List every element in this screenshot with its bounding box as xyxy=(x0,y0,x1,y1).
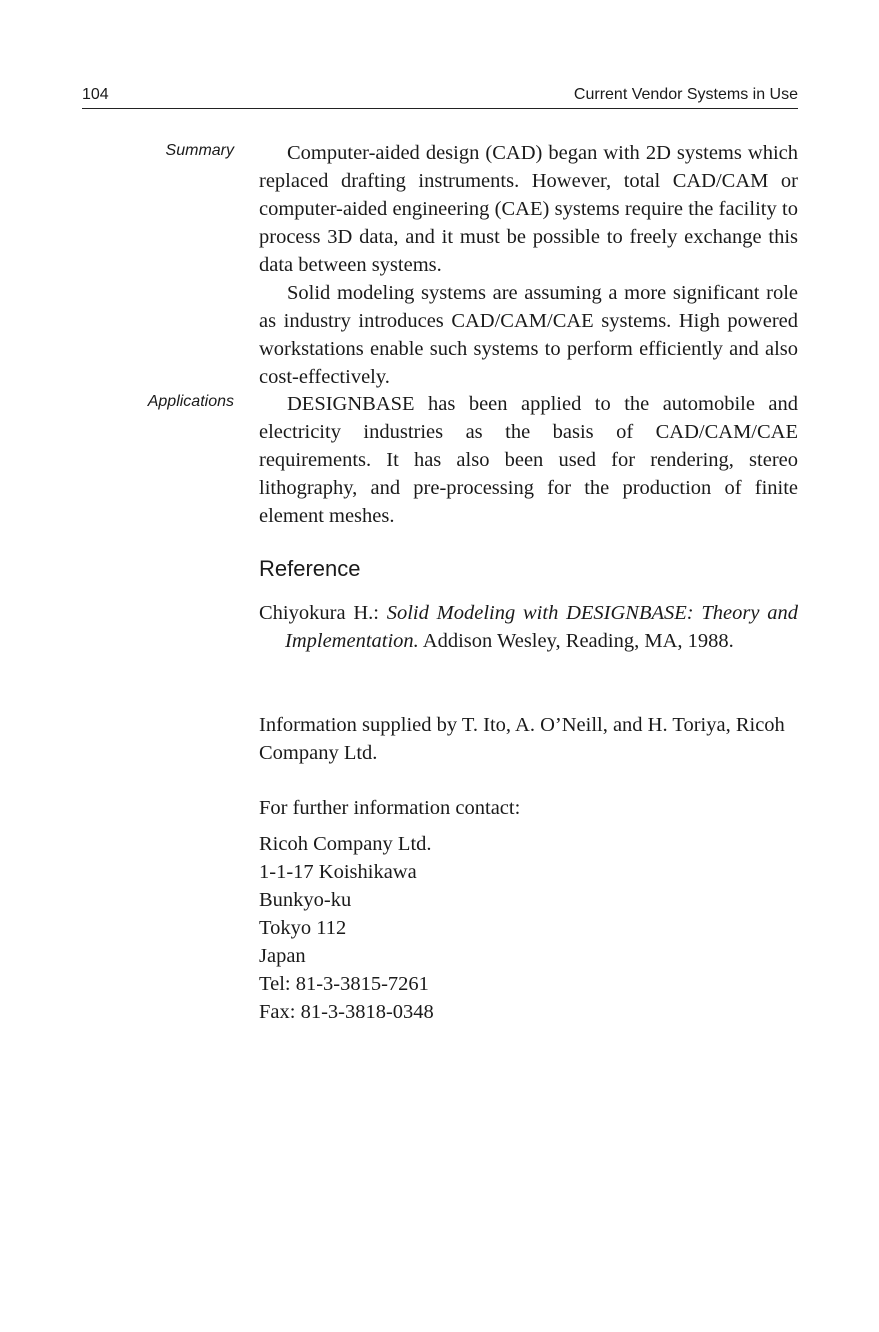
contact-country: Japan xyxy=(259,945,306,967)
contact-fax: Fax: 81-3-3818-0348 xyxy=(259,1001,434,1023)
summary-paragraph-1: Computer-aided design (CAD) began with 2D systems which replaced drafting instruments. However, total CAD/CAM or computer-aided engineering (CAE) systems require the facility to process 3D data, and it must be possible to freely exchange this data between systems. xyxy=(259,142,798,276)
reference-author: Chiyokura H.: xyxy=(259,602,387,624)
reference-citation xyxy=(259,599,798,655)
running-head: Current Vendor Systems in Use xyxy=(573,86,798,103)
contact-street: 1-1-17 Koishikawa xyxy=(259,861,417,883)
supplied-by-text: Information supplied by T. Ito, A. O’Neill, and H. Toriya, Ricoh Company Ltd. xyxy=(259,714,785,764)
summary-margin-label: Summary xyxy=(165,142,234,159)
contact-tel: Tel: 81-3-3815-7261 xyxy=(259,973,429,995)
applications-section xyxy=(259,390,798,530)
summary-section xyxy=(259,139,798,391)
contact-city: Tokyo 112 xyxy=(259,917,347,939)
reference-heading: Reference xyxy=(259,556,361,581)
summary-paragraph-2: Solid modeling systems are assuming a more significant role as industry introduces CAD/CAM/CAE systems. High powered workstations enable such systems to perform efficiently and also cost-effectively. xyxy=(259,282,798,388)
contact-company: Ricoh Company Ltd. xyxy=(259,833,432,855)
reference-entry xyxy=(259,599,798,655)
applications-margin-label: Applications xyxy=(147,393,234,410)
page-header xyxy=(82,86,798,109)
information-supplied xyxy=(259,711,798,767)
contact-intro xyxy=(259,794,798,822)
page-number: 104 xyxy=(82,86,109,103)
contact-address xyxy=(259,830,798,1026)
contact-district: Bunkyo-ku xyxy=(259,889,352,911)
contact-intro-text: For further information contact: xyxy=(259,797,521,819)
applications-paragraph: DESIGNBASE has been applied to the automobile and electricity industries as the basis of CAD/CAM/CAE requirements. It has also been used for rendering, stereo lithography, and pre-processing for the production of finite element meshes. xyxy=(259,393,798,527)
reference-title: Solid Modeling with DESIGNBASE: Theory and Implementation. xyxy=(285,602,799,652)
reference-publisher: Addison Wesley, Reading, MA, 1988. xyxy=(418,630,734,652)
